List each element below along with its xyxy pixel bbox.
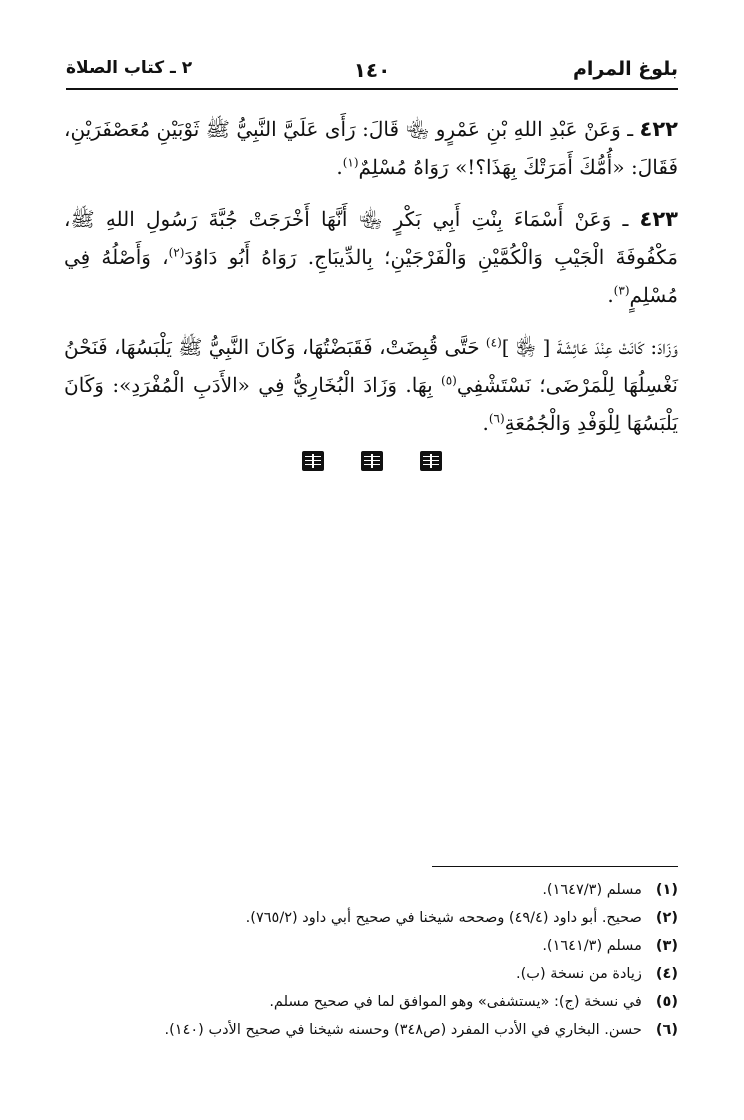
- footnote-rule: [432, 866, 678, 867]
- footnote-ref[interactable]: (١): [342, 155, 359, 170]
- footnote-ref[interactable]: (٥): [441, 373, 457, 388]
- footnote-number: (٢): [655, 910, 678, 926]
- book-ornament-icon: [302, 451, 324, 471]
- footnotes: [66, 876, 678, 1044]
- footnote-number: (٥): [655, 994, 678, 1010]
- footnote-number: (٣): [655, 938, 678, 954]
- footnote-number: (٦): [655, 1022, 678, 1038]
- book-title: بلوغ المرام: [572, 58, 678, 80]
- footnote-ref[interactable]: (٣): [613, 283, 630, 298]
- book-ornament-icon: [420, 451, 442, 471]
- hadith-text-tail: .: [482, 411, 489, 435]
- footnote-ref[interactable]: (٦): [488, 411, 505, 426]
- hadith-addition: [64, 328, 678, 442]
- hadith-text-tail: بِهَا. وَزَادَ الْبُخَارِيُّ فِي «الأَدَبِ الْمُفْرَدِ»: وَكَانَ يَلْبَسُهَا لِلْوَفْدِ وَالْجُمُعَةِ: [64, 373, 678, 435]
- footnote-text: في نسخة (ج): «يستشفى» وهو الموافق لما في صحيح مسلم.: [269, 994, 642, 1010]
- chapter-title: ٢ ـ كتاب الصلاة: [66, 58, 193, 78]
- hadith-text: ـ وَعَنْ عَبْدِ اللهِ بْنِ عَمْرٍو ﵄ قَالَ: رَأَى عَلَيَّ النَّبِيُّ ﷺ ثَوْبَيْنِ مُعَصْفَرَيْنِ، فَقَالَ: «أُمُّكَ أَمَرَتْكَ بِهَذَا؟!» رَوَاهُ مُسْلِمٌ: [64, 117, 678, 179]
- footnote-text: مسلم (١٦٤٧/٣).: [542, 882, 642, 898]
- footnote-item: [66, 904, 678, 932]
- hadith-number: ٤٢٢: [639, 117, 678, 141]
- footnote-item: [66, 876, 678, 904]
- main-text: [64, 110, 678, 456]
- footnote-number: (١): [655, 882, 678, 898]
- footnote-text: حسن. البخاري في الأدب المفرد (ص٣٤٨) وحسنه شيخنا في صحيح الأدب (١٤٠).: [164, 1022, 642, 1038]
- hadith-text-tail: .: [607, 283, 614, 307]
- footnote-item: [66, 1016, 678, 1044]
- footnote-item: [66, 960, 678, 988]
- footnote-text: زيادة من نسخة (ب).: [516, 966, 642, 982]
- page-header: [66, 58, 678, 84]
- hadith-text: ـ وَعَنْ أَسْمَاءَ بِنْتِ أَبِي بَكْرٍ ﵄ أَنَّهَا أَخْرَجَتْ جُبَّةَ رَسُولِ اللهِ ﷺ، مَكْفُوفَةَ الْجَيْبِ وَالْكُمَّيْنِ وَالْفَرْجَيْنِ؛ بِالدِّيبَاجِ. رَوَاهُ أَبُو دَاوُدَ: [64, 207, 678, 269]
- hadith-text: وَزَادَ: كَانَتْ عِنْدَ عَائِشَةَ [ ﵂ ]: [501, 335, 678, 359]
- footnote-ref[interactable]: (٤): [485, 335, 502, 350]
- footnote-text: مسلم (١٦٤١/٣).: [542, 938, 642, 954]
- hadith-423: [64, 200, 678, 314]
- footnote-item: [66, 988, 678, 1016]
- hadith-text-tail: ، وَأَصْلُهُ فِي مُسْلِمٍ: [64, 245, 678, 307]
- book-ornament-icon: [361, 451, 383, 471]
- hadith-text-tail: .: [336, 155, 343, 179]
- footnote-ref[interactable]: (٢): [168, 245, 185, 260]
- section-ornaments: [0, 451, 744, 475]
- hadith-text-tail: حَتَّى قُبِضَتْ، فَقَبَضْتُهَا، وَكَانَ النَّبِيُّ ﷺ يَلْبَسُهَا، فَنَحْنُ نَغْسِلُهَا لِلْمَرْضَى؛ نَسْتَشْفِي: [64, 335, 678, 397]
- footnote-number: (٤): [655, 966, 678, 982]
- hadith-number: ٤٢٣: [639, 207, 678, 231]
- page-number: ١٤٠: [353, 58, 391, 82]
- footnote-item: [66, 932, 678, 960]
- header-rule: [66, 88, 678, 90]
- footnote-text: صحيح. أبو داود (٤٩/٤) وصححه شيخنا في صحيح أبي داود (٧٦٥/٢).: [245, 910, 642, 926]
- hadith-422: [64, 110, 678, 186]
